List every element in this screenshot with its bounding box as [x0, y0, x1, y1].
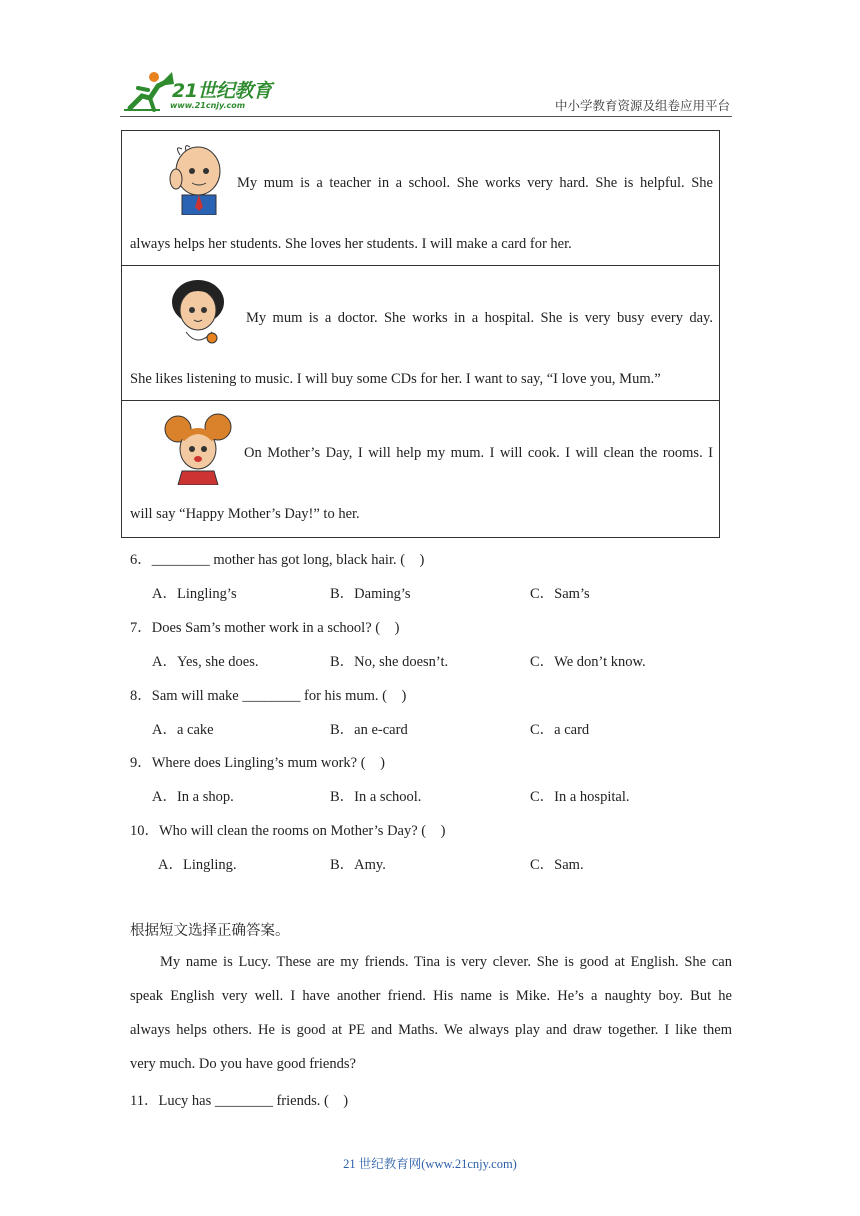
page-header — [120, 66, 732, 117]
logo: 21世纪教育 www.21cnjy.com — [120, 68, 290, 114]
option-c[interactable]: C．Sam. — [530, 857, 584, 873]
option-b[interactable]: B．In a school. — [330, 789, 422, 805]
option-b[interactable]: B．an e-card — [330, 722, 408, 738]
table-row — [122, 131, 719, 266]
girl-curly-hair-cartoon-icon — [162, 411, 232, 485]
option-a[interactable]: A．Lingling’s — [152, 586, 237, 602]
passage-line: will say “Happy Mother’s Day!” to her. — [130, 506, 360, 522]
passage-line: always helps others. He is good at PE and Maths. We always play and draw together. I like them — [130, 1022, 732, 1038]
passage-line: My mum is a doctor. She works in a hospital. She is very busy every day. — [246, 310, 713, 326]
option-b[interactable]: B．Amy. — [330, 857, 386, 873]
option-a[interactable]: A．Yes, she does. — [152, 654, 259, 670]
passage-line: speak English very well. I have another friend. His name is Mike. He’s a naughty boy. But he — [130, 988, 732, 1004]
option-b[interactable]: B．No, she doesn’t. — [330, 654, 449, 670]
option-c[interactable]: C．a card — [530, 722, 590, 738]
question-8: 8．Sam will make ________ for his mum. ( ) — [130, 688, 407, 704]
option-b[interactable]: B．Daming’s — [330, 586, 411, 602]
passage-line: My name is Lucy. These are my friends. Tina is very clever. She is good at English. She can — [160, 954, 732, 970]
option-a[interactable]: A．In a shop. — [152, 789, 234, 805]
table-row — [122, 266, 719, 401]
option-a[interactable]: A．a cake — [152, 722, 214, 738]
question-9: 9．Where does Lingling’s mum work? ( ) — [130, 755, 385, 771]
option-c[interactable]: C．We don’t know. — [530, 654, 646, 670]
passage-line: always helps her students. She loves her students. I will make a card for her. — [130, 236, 572, 252]
header-platform-text: 中小学教育资源及组卷应用平台 — [554, 98, 730, 113]
passage-line: My mum is a teacher in a school. She works very hard. She is helpful. She — [237, 175, 713, 191]
girl-black-hair-cartoon-icon — [162, 276, 232, 350]
question-11: 11．Lucy has ________ friends. ( ) — [130, 1093, 349, 1109]
passage-line: On Mother’s Day, I will help my mum. I will cook. I will clean the rooms. I — [244, 445, 713, 461]
passage-line: She likes listening to music. I will buy some CDs for her. I want to say, “I love you, Mum.” — [130, 371, 661, 387]
table-row — [122, 401, 719, 537]
passage-table — [121, 130, 720, 538]
option-a[interactable]: A．Lingling. — [158, 857, 237, 873]
passage-line: very much. Do you have good friends? — [130, 1056, 356, 1072]
option-c[interactable]: C．In a hospital. — [530, 789, 630, 805]
question-10: 10．Who will clean the rooms on Mother’s Day? ( ) — [130, 823, 446, 839]
bald-man-cartoon-icon — [162, 141, 232, 215]
section-instruction: 根据短文选择正确答案。 — [130, 923, 290, 939]
question-7: 7．Does Sam’s mother work in a school? ( ) — [130, 620, 400, 636]
page-footer: 21 世纪教育网(www.21cnjy.com) — [343, 1157, 517, 1171]
question-6: 6．________ mother has got long, black hair. ( ) — [130, 552, 425, 568]
option-c[interactable]: C．Sam’s — [530, 586, 590, 602]
